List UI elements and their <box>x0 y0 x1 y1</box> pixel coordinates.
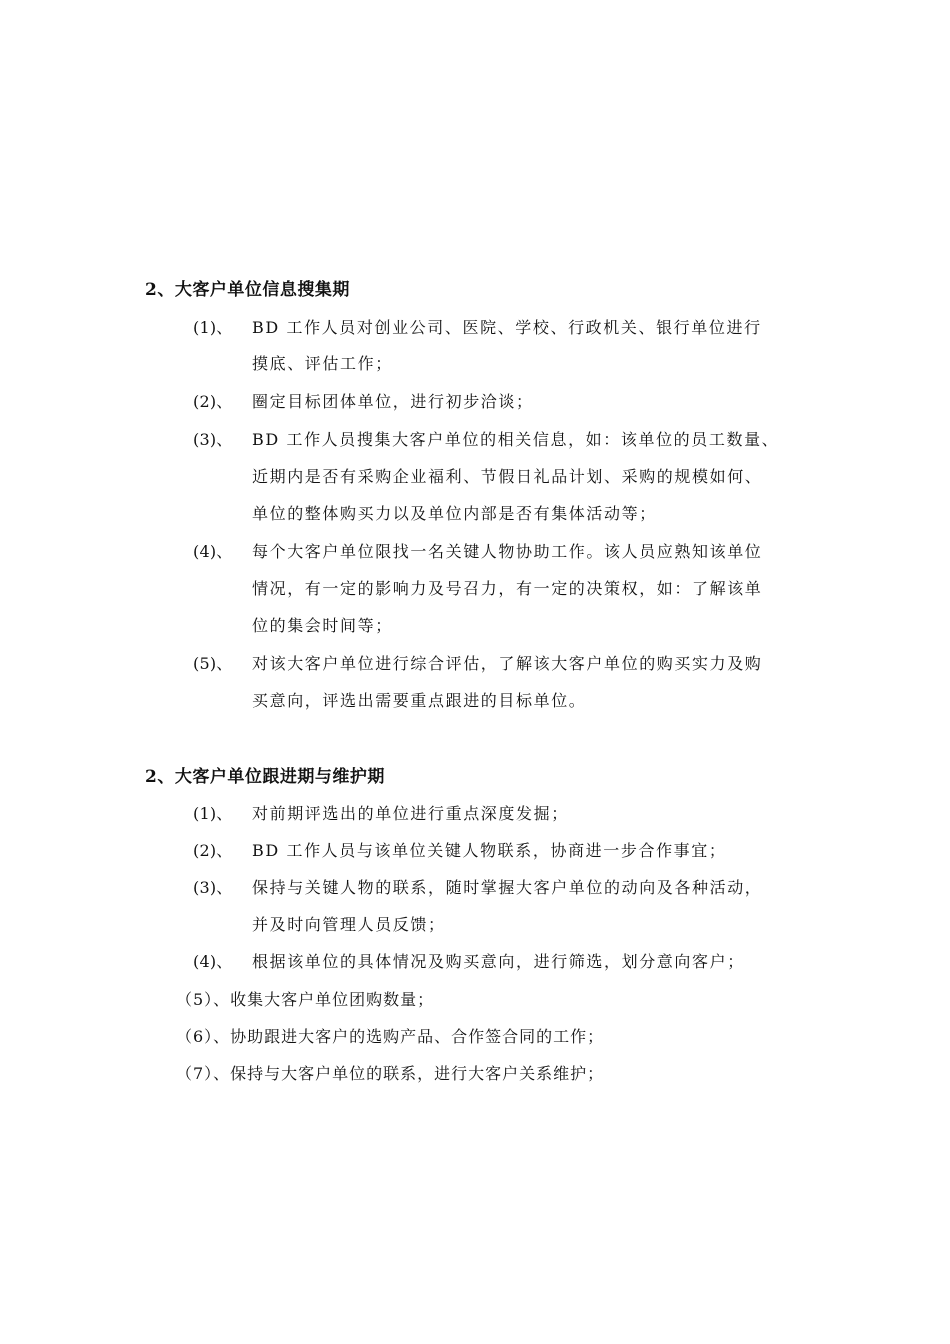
section-heading: 2、大客户单位跟进期与维护期 <box>145 767 385 787</box>
item-text-line: 买意向，评选出需要重点跟进的目标单位。 <box>252 691 587 710</box>
item-number: (1)、 <box>193 804 233 823</box>
item-text-line: （7）、保持与大客户单位的联系，进行大客户关系维护； <box>176 1064 605 1083</box>
item-number: (4)、 <box>193 542 233 561</box>
item-number: (2)、 <box>193 841 233 860</box>
item-text-line: BD 工作人员搜集大客户单位的相关信息，如：该单位的员工数量、 <box>252 430 780 449</box>
section-heading: 2、大客户单位信息搜集期 <box>145 280 350 300</box>
item-number: (1)、 <box>193 318 233 337</box>
item-text-line: 每个大客户单位限找一名关键人物协助工作。该人员应熟知该单位 <box>252 542 763 561</box>
item-number: (2)、 <box>193 392 233 411</box>
item-text-line: BD 工作人员与该单位关键人物联系，协商进一步合作事宜； <box>252 841 727 860</box>
item-text-line: 摸底、评估工作； <box>252 354 393 373</box>
item-text-line: 对该大客户单位进行综合评估，了解该大客户单位的购买实力及购 <box>252 654 763 673</box>
item-text-line: 情况，有一定的影响力及号召力，有一定的决策权，如：了解该单 <box>252 579 763 598</box>
item-text-line: 对前期评选出的单位进行重点深度发掘； <box>252 804 569 823</box>
item-number: (3)、 <box>193 878 233 897</box>
item-number: (4)、 <box>193 952 233 971</box>
item-text-line: 单位的整体购买力以及单位内部是否有集体活动等； <box>252 504 657 523</box>
item-text-line: （5）、收集大客户单位团购数量； <box>176 990 435 1009</box>
item-text-line: 并及时向管理人员反馈； <box>252 915 446 934</box>
item-number: (3)、 <box>193 430 233 449</box>
item-text-line: （6）、协助跟进大客户的选购产品、合作签合同的工作； <box>176 1027 605 1046</box>
item-text-line: 位的集会时间等； <box>252 616 393 635</box>
item-text-line: 近期内是否有采购企业福利、节假日礼品计划、采购的规模如何、 <box>252 467 763 486</box>
item-text-line: 根据该单位的具体情况及购买意向，进行筛选，划分意向客户； <box>252 952 745 971</box>
item-number: (5)、 <box>193 654 233 673</box>
item-text-line: 保持与关键人物的联系，随时掌握大客户单位的动向及各种活动， <box>252 878 763 897</box>
item-text-line: BD 工作人员对创业公司、医院、学校、行政机关、银行单位进行 <box>252 318 762 337</box>
item-text-line: 圈定目标团体单位，进行初步洽谈； <box>252 392 534 411</box>
